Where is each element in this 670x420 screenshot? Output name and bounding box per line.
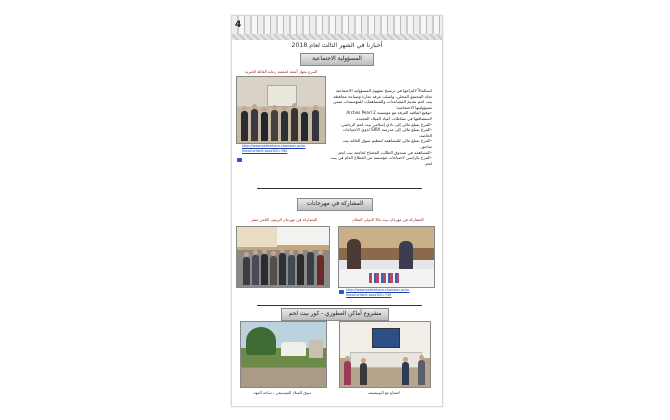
festivals-link[interactable] [346, 288, 409, 298]
donation-photo [236, 76, 326, 144]
social-paragraph [329, 88, 432, 166]
social-link-line-1[interactable]: http://www.bethlehem-chamber.ps/ar [242, 144, 306, 148]
section-divider [257, 188, 422, 189]
social-link[interactable] [242, 144, 305, 154]
unicef-meeting-caption: اجتماع مع اليونيسيف [367, 390, 401, 395]
section-heading-project: مشروع أماكن العطوري - كور بيت لحم [281, 308, 389, 321]
social-item: -توقيع اتفاقية الغرفة مع مؤسسة 2 Arches Pearl لاستضافتها في نشاطات أعياد الميلاد المجيدة. [346, 110, 432, 121]
festivals-link-line-2[interactable]: ViewContent.aspx?ID=749 [346, 293, 392, 297]
christmas-market-caption: سوق الميلاد الموسيقي - ساحة المهد [253, 390, 312, 395]
section-divider [257, 305, 422, 306]
header-pattern [232, 16, 442, 40]
unicef-meeting-photo [339, 321, 431, 388]
social-item: -التبرع بمبلغ مالي إلى مدرسة SIRA لذوي الاحتياجات الخاصة. [342, 127, 432, 138]
social-photo-caption: التبرع بجهاز أشعة لجمعية رعاية العائلة الخيرية [244, 69, 318, 74]
social-link-line-2[interactable]: ViewContent.aspx?ID=780 [242, 149, 288, 153]
beitjala-festival-caption: المشاركة في مهرجان بيت جالا الدولي السلام [352, 217, 424, 222]
social-item: -المساهمة في صندوق الطالب المحتاج لجامعة بيت لحم. [337, 149, 432, 155]
section-heading-festivals: المشاركة في مهرجانات [297, 198, 373, 211]
link-icon [237, 158, 242, 162]
page-number: 4 [235, 20, 242, 30]
social-item: -التبرع بمبلغ مالي للمساهمة لتنظيم سوق العائلة بيت ساحور. [342, 138, 432, 149]
olive-festival-photo [236, 226, 330, 288]
social-item: -التبرع بمبلغ مالي إلى نادي إسلامي بيت لحم الرياضي. [340, 121, 432, 127]
newsletter-page [231, 15, 443, 407]
section-heading-social: المسؤولية الاجتماعية [300, 53, 374, 66]
beitjala-festival-photo [338, 226, 435, 288]
social-item: -التبرع بكراسي لاحتياجات مؤسسة من القطاع العام في بيت لحم. [330, 155, 432, 166]
social-intro: استكمالاً لالتزامها في ترسيخ مفهوم المسؤولية الاجتماعية تجاه المجتمع المحلي، واصلت غرفة تجارة وصناعة محافظة بيت لحم تقديم المساعدات والمساهمات للمؤسسات ضمن مسؤوليتها الاجتماعية: [333, 88, 432, 110]
link-icon [339, 290, 344, 294]
olive-festival-caption: المشاركة في مهرجان الزيتون الثامن عشر [250, 217, 318, 222]
christmas-market-photo [240, 321, 327, 388]
page-title: أخبارنا في الشهر الثالث لعام 2018 [291, 42, 383, 49]
festivals-link-line-1[interactable]: http://www.bethlehem-chamber.ps/ar [346, 288, 410, 292]
